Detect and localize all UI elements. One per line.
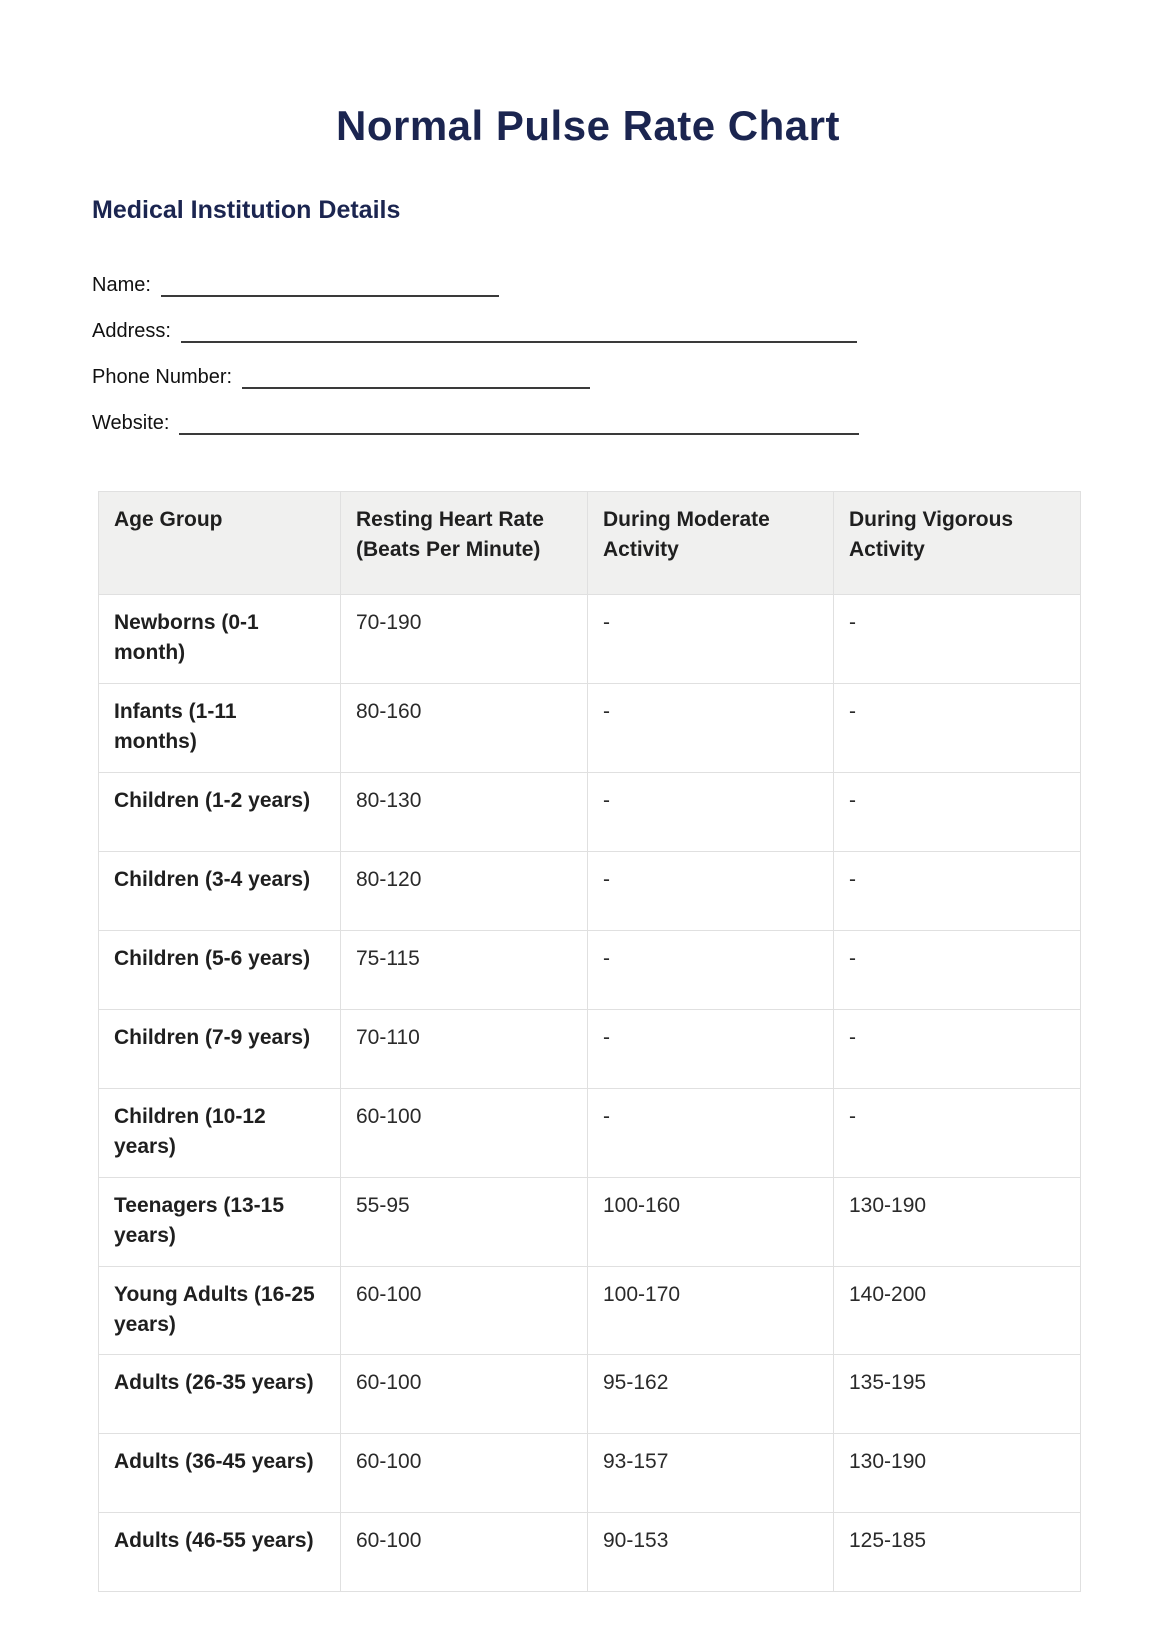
age-group-cell: Newborns (0-1 month)	[99, 595, 341, 684]
moderate-activity-cell: 93-157	[588, 1434, 834, 1513]
address-blank-line	[181, 333, 857, 343]
vigorous-activity-cell: 140-200	[834, 1266, 1081, 1355]
moderate-activity-cell: 95-162	[588, 1355, 834, 1434]
table-header-row	[99, 492, 1081, 595]
table-row	[99, 930, 1081, 1009]
resting-rate-cell: 60-100	[341, 1088, 588, 1177]
resting-rate-cell: 70-190	[341, 595, 588, 684]
vigorous-activity-cell: -	[834, 930, 1081, 1009]
moderate-activity-cell: 90-153	[588, 1513, 834, 1592]
table-body	[99, 595, 1081, 1592]
age-group-cell: Adults (36-45 years)	[99, 1434, 341, 1513]
table-row	[99, 683, 1081, 772]
document-title: Normal Pulse Rate Chart	[336, 102, 840, 149]
name-field-row	[92, 251, 1080, 297]
section-heading: Medical Institution Details	[92, 196, 401, 224]
table-header	[99, 492, 1081, 595]
table-row	[99, 1177, 1081, 1266]
moderate-activity-cell: -	[588, 683, 834, 772]
table-row	[99, 851, 1081, 930]
table-row	[99, 1088, 1081, 1177]
moderate-activity-cell: 100-170	[588, 1266, 834, 1355]
vigorous-activity-cell: -	[834, 772, 1081, 851]
age-group-cell: Teenagers (13-15 years)	[99, 1177, 341, 1266]
age-group-cell: Children (5-6 years)	[99, 930, 341, 1009]
vigorous-activity-cell: 130-190	[834, 1434, 1081, 1513]
institution-form	[92, 251, 1080, 435]
moderate-activity-cell: 100-160	[588, 1177, 834, 1266]
table-row	[99, 1355, 1081, 1434]
resting-heart-rate-header: Resting Heart Rate (Beats Per Minute)	[341, 492, 588, 595]
age-group-cell: Adults (46-55 years)	[99, 1513, 341, 1592]
resting-rate-cell: 70-110	[341, 1009, 588, 1088]
resting-rate-cell: 60-100	[341, 1266, 588, 1355]
resting-rate-cell: 60-100	[341, 1355, 588, 1434]
phone-number-label: Phone Number:	[92, 366, 233, 388]
resting-rate-cell: 80-160	[341, 683, 588, 772]
resting-rate-cell: 75-115	[341, 930, 588, 1009]
vigorous-activity-cell: -	[834, 683, 1081, 772]
moderate-activity-cell: -	[588, 851, 834, 930]
table-row	[99, 772, 1081, 851]
vigorous-activity-cell: -	[834, 1088, 1081, 1177]
name-label: Name:	[92, 274, 151, 296]
vigorous-activity-cell: -	[834, 595, 1081, 684]
age-group-cell: Children (1-2 years)	[99, 772, 341, 851]
age-group-cell: Young Adults (16-25 years)	[99, 1266, 341, 1355]
age-group-cell: Children (7-9 years)	[99, 1009, 341, 1088]
vigorous-activity-cell: -	[834, 1009, 1081, 1088]
vigorous-activity-cell: 125-185	[834, 1513, 1081, 1592]
content-area	[0, 196, 1176, 1592]
address-field-row	[92, 297, 1080, 343]
table-row	[99, 1513, 1081, 1592]
table-row	[99, 1009, 1081, 1088]
resting-rate-cell: 60-100	[341, 1434, 588, 1513]
website-label: Website:	[92, 412, 170, 434]
age-group-cell: Adults (26-35 years)	[99, 1355, 341, 1434]
resting-rate-cell: 80-130	[341, 772, 588, 851]
vigorous-activity-header: During Vigorous Activity	[834, 492, 1081, 595]
age-group-cell: Infants (1-11 months)	[99, 683, 341, 772]
age-group-header: Age Group	[99, 492, 341, 595]
vigorous-activity-cell: 130-190	[834, 1177, 1081, 1266]
resting-rate-cell: 60-100	[341, 1513, 588, 1592]
moderate-activity-cell: -	[588, 1088, 834, 1177]
age-group-cell: Children (3-4 years)	[99, 851, 341, 930]
moderate-activity-cell: -	[588, 1009, 834, 1088]
address-label: Address:	[92, 320, 171, 342]
moderate-activity-cell: -	[588, 595, 834, 684]
pulse-rate-table	[98, 491, 1081, 1592]
phone-field-row	[92, 343, 1080, 389]
moderate-activity-header: During Moderate Activity	[588, 492, 834, 595]
age-group-cell: Children (10-12 years)	[99, 1088, 341, 1177]
resting-rate-cell: 55-95	[341, 1177, 588, 1266]
table-row	[99, 595, 1081, 684]
moderate-activity-cell: -	[588, 930, 834, 1009]
phone-blank-line	[242, 379, 590, 389]
moderate-activity-cell: -	[588, 772, 834, 851]
resting-rate-cell: 80-120	[341, 851, 588, 930]
vigorous-activity-cell: -	[834, 851, 1081, 930]
table-row	[99, 1434, 1081, 1513]
vigorous-activity-cell: 135-195	[834, 1355, 1081, 1434]
website-blank-line	[179, 425, 859, 435]
name-blank-line	[161, 287, 499, 297]
table-row	[99, 1266, 1081, 1355]
website-field-row	[92, 389, 1080, 435]
